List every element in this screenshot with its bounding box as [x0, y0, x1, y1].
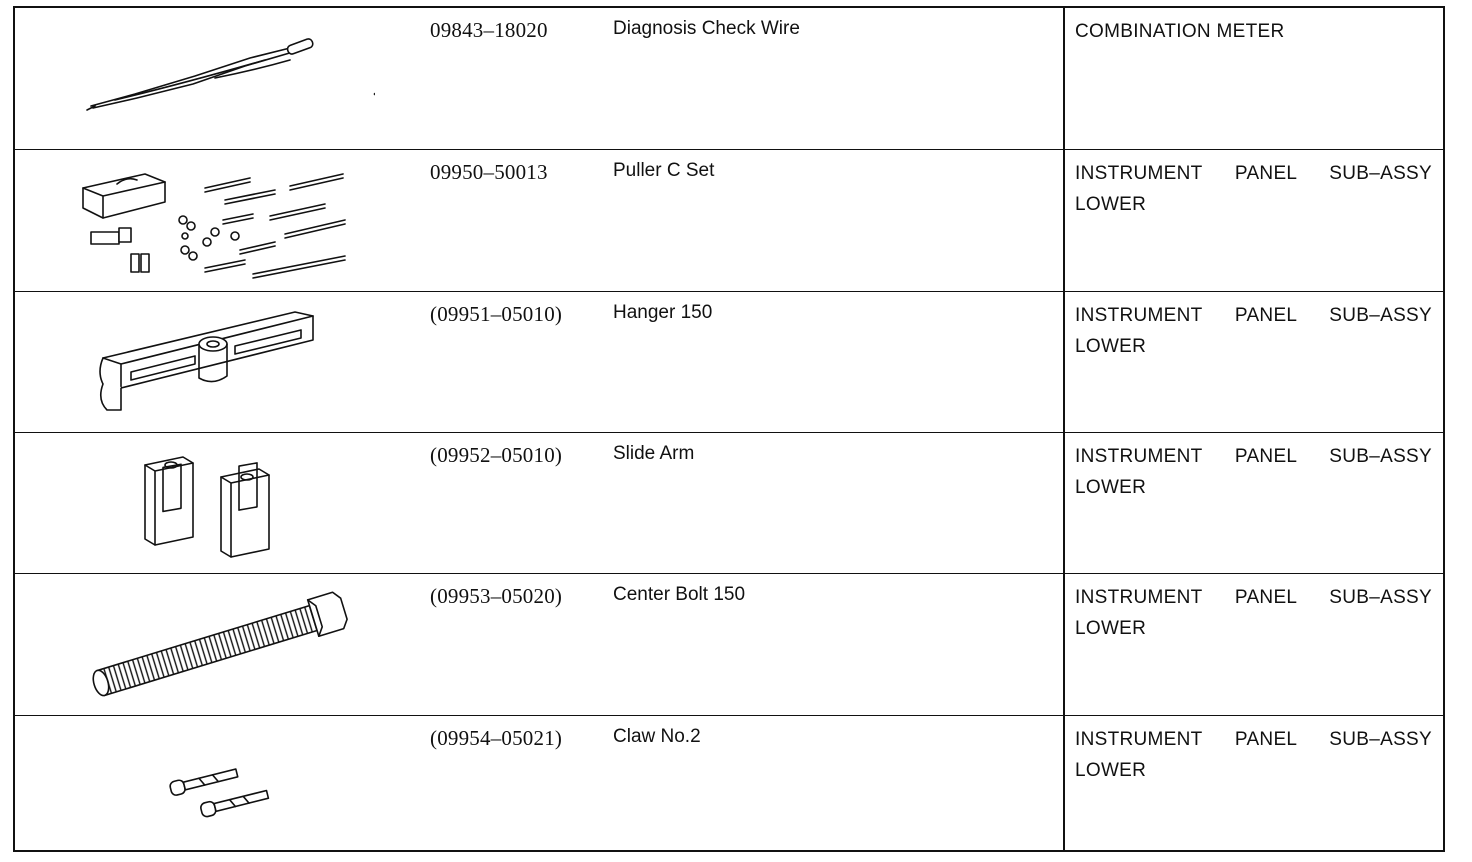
- section-name: [1075, 300, 1432, 362]
- part-number: (09951–05010): [430, 302, 563, 326]
- wire-illustration: [75, 8, 375, 148]
- part-number: 09843–18020: [430, 18, 548, 42]
- part-number: 09950–50013: [430, 160, 548, 184]
- section-line: LOWER: [1075, 194, 1147, 215]
- sst-table: [13, 6, 1445, 852]
- section-line: LOWER: [1075, 336, 1147, 357]
- section-line: LOWER: [1075, 618, 1147, 639]
- section-name: [1075, 158, 1432, 220]
- part-name: Center Bolt 150: [613, 584, 746, 605]
- part-name: Puller C Set: [613, 160, 715, 181]
- section-line: LOWER: [1075, 477, 1147, 498]
- section-line: COMBINATION METER: [1075, 21, 1285, 42]
- section-name: [1075, 582, 1432, 644]
- section-line: INSTRUMENT PANEL SUB–ASSY: [1075, 587, 1432, 608]
- part-name: Hanger 150: [613, 302, 713, 323]
- claw-illustration: [75, 716, 375, 856]
- section-name: [1075, 441, 1432, 503]
- part-name: Claw No.2: [613, 726, 701, 747]
- section-line: INSTRUMENT PANEL SUB–ASSY: [1075, 729, 1432, 750]
- section-line: INSTRUMENT PANEL SUB–ASSY: [1075, 305, 1432, 326]
- part-name: Slide Arm: [613, 443, 695, 464]
- table-row: [15, 573, 1443, 715]
- center-bolt-illustration: [75, 574, 375, 714]
- table-row: [15, 432, 1443, 573]
- table-row: [15, 8, 1443, 149]
- table-row: [15, 149, 1443, 291]
- section-line: LOWER: [1075, 760, 1147, 781]
- part-number: (09952–05010): [430, 443, 563, 467]
- table-row: [15, 291, 1443, 432]
- section-line: INSTRUMENT PANEL SUB–ASSY: [1075, 446, 1432, 467]
- section-line: INSTRUMENT PANEL SUB–ASSY: [1075, 163, 1432, 184]
- table-row: [15, 715, 1443, 854]
- part-number: (09953–05020): [430, 584, 563, 608]
- part-number: (09954–05021): [430, 726, 563, 750]
- slide-arm-illustration: [75, 433, 375, 573]
- puller-set-illustration: [75, 150, 375, 290]
- hanger-illustration: [75, 292, 375, 432]
- section-name: [1075, 16, 1432, 47]
- part-name: Diagnosis Check Wire: [613, 18, 800, 39]
- section-name: [1075, 724, 1432, 786]
